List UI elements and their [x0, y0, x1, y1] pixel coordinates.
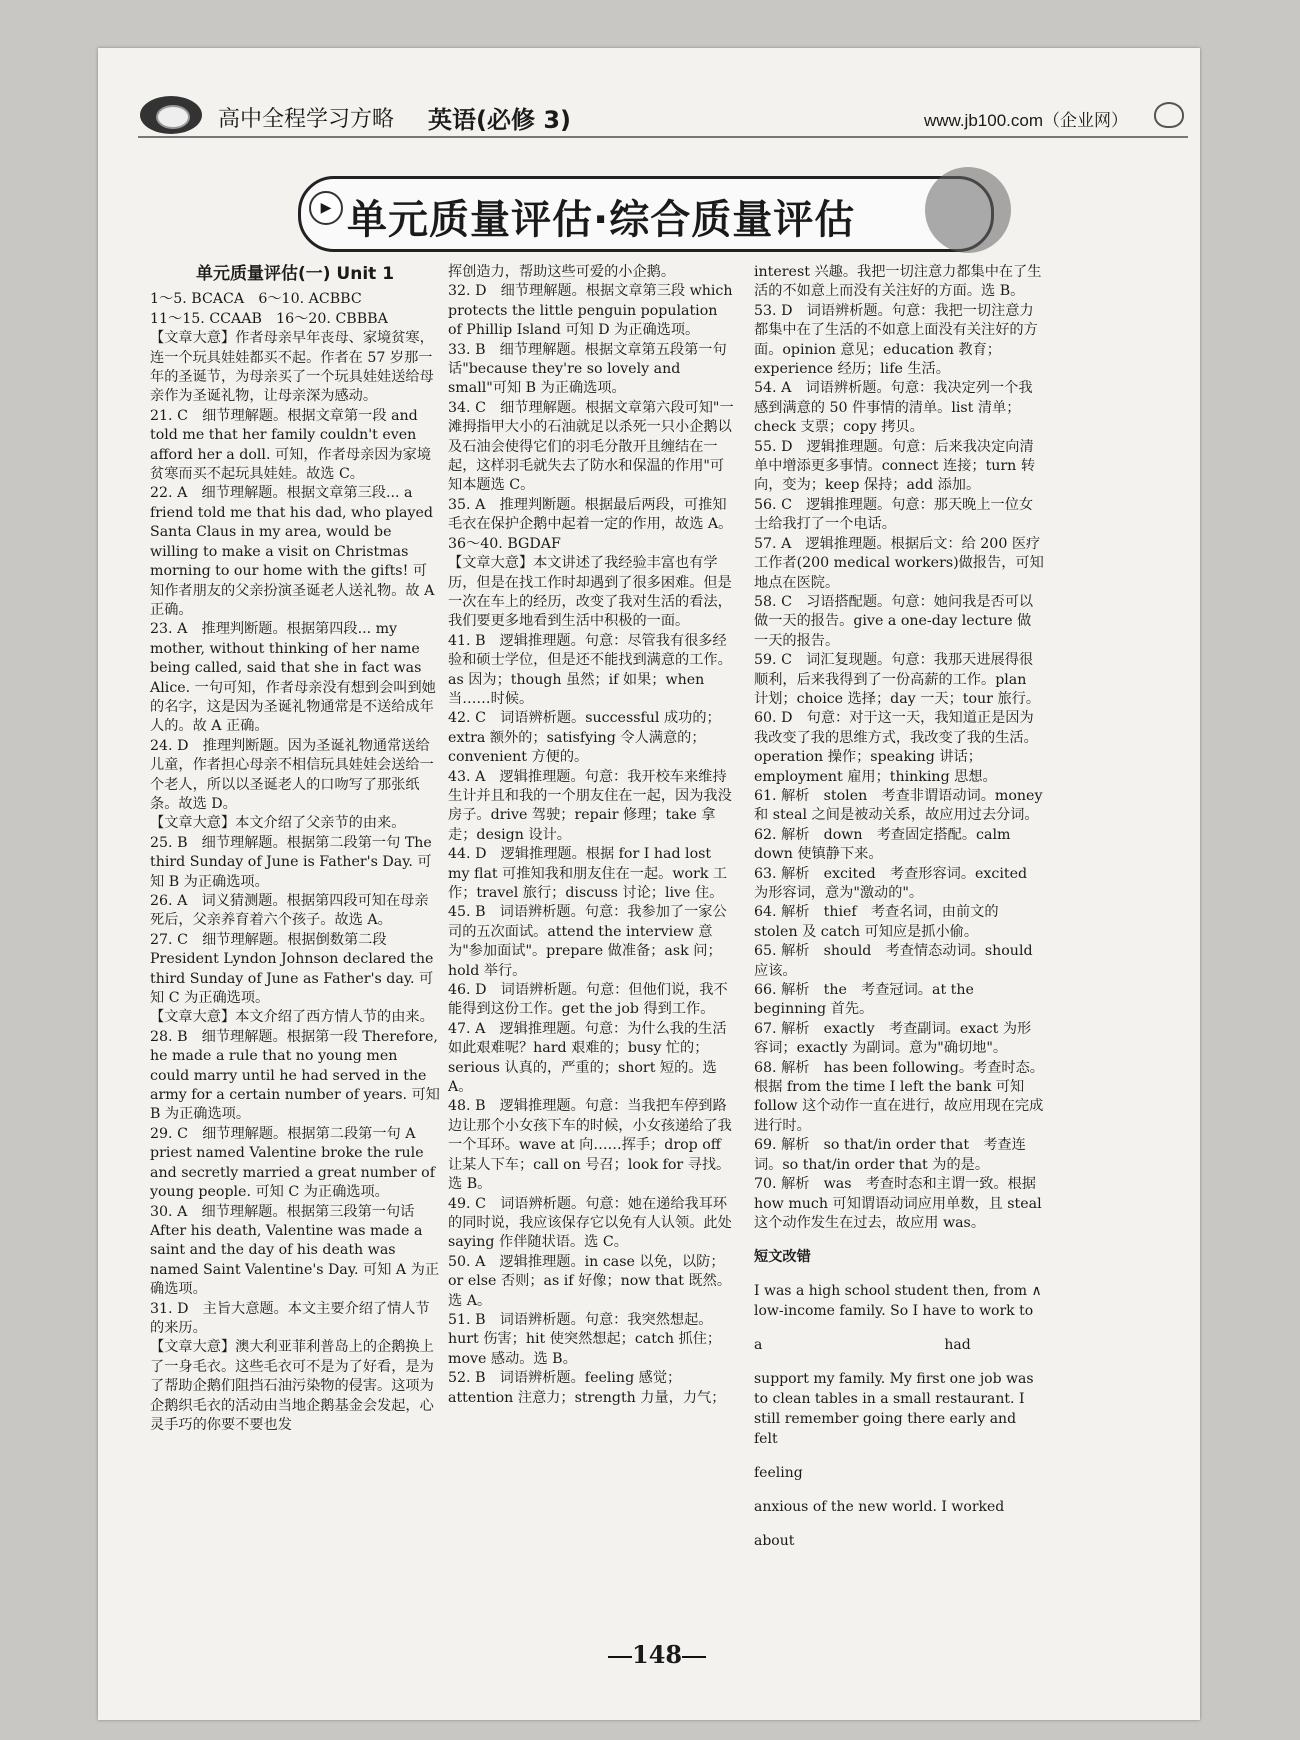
answer-key-line: 36～40. BGDAF: [448, 535, 561, 552]
explanation: 【文章大意】作者母亲早年丧母、家境贫寒，连一个玩具娃娃都买不起。作者在 57 岁那一年的圣诞节，为母亲买了一个玩具娃娃送给母亲作为圣诞礼物，让母亲深为感动。: [150, 330, 434, 405]
explanation: 31. D 主旨大意题。本文主要介绍了情人节的来历。: [150, 1300, 430, 1336]
explanation: 53. D 词语辨析题。句意：我把一切注意力都集中在了生活的不如意上面没有关注好的方面。opinion 意见；education 教育；experience 经历；life 生活。: [754, 302, 1038, 378]
explanation: 【文章大意】本文介绍了父亲节的由来。: [150, 815, 406, 832]
explanation: 52. B 词语辨析题。feeling 感觉；attention 注意力；strength 力量，力气；: [448, 1370, 726, 1406]
subject-title: 英语(必修 3): [428, 106, 571, 134]
correction-line: feeling: [754, 1465, 803, 1482]
explanation: 62. 解析 down 考查固定搭配。calm down 使镇静下来。: [754, 826, 1011, 863]
unit-title: 单元质量评估(一) Unit 1: [195, 264, 395, 284]
banner-title: 单元质量评估·综合质量评估: [347, 197, 856, 243]
explanation: 44. D 逻辑推理题。根据 for I had lost my flat 可推知我和朋友住在一起。work 工作；travel 旅行；discuss 讨论；live 住。: [448, 846, 728, 901]
explanation: 51. B 词语辨析题。句意：我突然想起。hurt 伤害；hit 使突然想起；catch 抓住；move 感动。选 B。: [448, 1311, 722, 1367]
answer-key-line: 1～5. BCACA 6～10. ACBBC: [150, 291, 362, 308]
explanation: 57. A 逻辑推理题。根据后文：给 200 医疗工作者(200 medical workers)做报告，可知地点在医院。: [754, 535, 1044, 591]
series-title: 高中全程学习方略: [218, 107, 395, 132]
play-icon: ▶: [309, 191, 343, 225]
explanation: 23. A 推理判断题。根据第四段... my mother, without thinking of her name being called, said that she in fact was Alice. 一句可知，作者母亲没有想到会叫到她的名字，这是因为圣诞礼物通常是不送给成年人的。故 A 正确。: [150, 621, 436, 735]
explanation: 26. A 词义猜测题。根据第四段可知在母亲死后，父亲养育着六个孩子。故选 A。: [150, 893, 429, 929]
explanation: 24. D 推理判断题。因为圣诞礼物通常送给儿童，作者担心母亲不相信玩具娃娃会送给一个老人，所以以圣诞老人的口吻写了那张纸条。故选 D。: [150, 737, 434, 812]
explanation: 30. A 细节理解题。根据第三段第一句话 After his death, Valentine was made a saint and the day of his death was named Saint Valentine's Day. 可知 A 为正确选项。: [150, 1203, 440, 1298]
explanation: 68. 解析 has been following。考查时态。根据 from the time I left the bank 可知 follow 这个动作一直在进行，故应用现在完成进行时。: [754, 1059, 1044, 1134]
decorative-image: [925, 167, 1011, 253]
explanation: 25. B 细节理解题。根据第二段第一句 The third Sunday of June is Father's Day. 可知 B 为正确选项。: [150, 834, 432, 890]
explanation: 58. C 习语搭配题。句意：她问我是否可以做一天的报告。give a one-day lecture 做一天的报告。: [754, 593, 1034, 649]
page-header: [138, 96, 1188, 138]
explanation: 挥创造力，帮助这些可爱的小企鹅。: [448, 264, 676, 280]
page-number: [608, 1640, 706, 1669]
explanation: 【文章大意】本文讲述了我经验丰富也有学历，但是在找工作时却遇到了很多困难。但是一次在车上的经历，改变了我对生活的看法，我们要更多地看到生活中积极的一面。: [448, 555, 732, 630]
correction-line: a had: [754, 1337, 971, 1354]
explanation: 21. C 细节理解题。根据文章第一段 and told me that her family couldn't even afford her a doll. 可知，作者母亲因为家境贫寒而买不起玩具娃娃。故选 C。: [150, 407, 432, 483]
explanation: 60. D 句意：对于这一天，我知道正是因为我改变了我的思维方式，我改变了我的生活。operation 操作；speaking 讲话；employment 雇用；thinking 思想。: [754, 710, 1038, 785]
explanation: interest 兴趣。我把一切注意力都集中在了生活的不如意上而没有关注好的方面。选 B。: [754, 264, 1042, 300]
explanation: 33. B 细节理解题。根据文章第五段第一句话"because they're so lovely and small"可知 B 为正确选项。: [448, 341, 727, 397]
website-link[interactable]: www.jb100.com（企业网）: [923, 111, 1128, 130]
explanation: 56. C 逻辑推理题。句意：那天晚上一位女士给我打了一个电话。: [754, 496, 1034, 533]
explanation: 50. A 逻辑推理题。in case 以免，以防；or else 否则；as if 好像；now that 既然。选 A。: [448, 1253, 732, 1309]
explanation: 46. D 词语辨析题。句意：但他们说，我不能得到这份工作。get the job 得到工作。: [448, 982, 728, 1018]
explanation: 49. C 词语辨析题。句意：她在递给我耳环的同时说，我应该保存它以免有人认领。此处 saying 作伴随状语。选 C。: [448, 1195, 732, 1251]
explanation: 28. B 细节理解题。根据第一段 Therefore, he made a rule that no young men could marry until he had served in the army for a certain number of years. 可知 B 为正确选项。: [150, 1028, 440, 1123]
explanation: 66. 解析 the 考查冠词。at the beginning 首先。: [754, 982, 974, 1018]
correction-line: support my family. My first one job was to clean tables in a small restaurant. I still remember going there early and felt: [754, 1371, 1034, 1448]
explanation: 48. B 逻辑推理题。句意：当我把车停到路边让那个小女孩下车的时候，小女孩递给了我一个耳环。wave at 向……挥手；drop off 让某人下车；call on 号召；look for 寻找。选 B。: [448, 1098, 732, 1193]
correction-line: anxious of the new world. I worked: [754, 1499, 1005, 1516]
answer-key-line: 11～15. CCAAB 16～20. CBBBA: [150, 310, 388, 327]
explanation: 45. B 词语辨析题。句意：我参加了一家公司的五次面试。attend the interview 意为"参加面试"。prepare 做准备；ask 问；hold 举行。: [448, 904, 727, 979]
correction-line: about: [754, 1533, 795, 1550]
explanation: 43. A 逻辑推理题。句意：我开校车来维持生计并且和我的一个朋友住在一起，因为我没房子。drive 驾驶；repair 修理；take 拿走；design 设计。: [448, 768, 732, 843]
explanation: 29. C 细节理解题。根据第二段第一句 A priest named Valentine broke the rule and secretly married a great number of young people. 可知 C 为正确选项。: [150, 1125, 435, 1201]
section-banner: [298, 176, 994, 252]
column-3: [754, 263, 1044, 1565]
explanation: 【文章大意】澳大利亚菲利普岛上的企鹅换上了一身毛衣。这些毛衣可不是为了好看，是为了帮助企鹅们阻挡石油污染物的侵害。这项为企鹅织毛衣的活动由当地企鹅基金会发起，心灵手巧的你要不要也发: [150, 1339, 434, 1433]
explanation: 54. A 词语辨析题。句意：我决定列一个我感到满意的 50 件事情的清单。list 清单；check 支票；copy 拷贝。: [754, 380, 1033, 436]
explanation: 67. 解析 exactly 考查副词。exact 为形容词；exactly 为副词。意为"确切地"。: [754, 1020, 1032, 1057]
explanation: 32. D 细节理解题。根据文章第三段 which protects the little penguin population of Phillip Island 可知 D 为正确选项。: [448, 283, 733, 339]
explanation: 34. C 细节理解题。根据文章第六段可知"一滩拇指甲大小的石油就足以杀死一只小企鹅以及石油会使得它们的羽毛分散开且缠结在一起，这样羽毛就失去了防水和保温的作用"可知本题选 C。: [448, 399, 734, 494]
explanation: 41. B 逻辑推理题。句意：尽管我有很多经验和硕士学位，但是还不能找到满意的工作。as 因为；though 虽然；if 如果；when 当……时候。: [448, 632, 732, 707]
explanation: 47. A 逻辑推理题。句意：为什么我的生活如此艰难呢？hard 艰难的；busy 忙的；serious 认真的，严重的；short 短的。选 A。: [448, 1020, 727, 1096]
explanation: 70. 解析 was 考查时态和主谓一致。根据 how much 可知谓语动词应用单数，且 steal 这个动作发生在过去，故应用 was。: [754, 1176, 1042, 1231]
correction-line: I was a high school student then, from ∧ low-income family. So I have to work to: [754, 1283, 1042, 1320]
explanation: 63. 解析 excited 考查形容词。excited 为形容词，意为"激动的"。: [754, 865, 1028, 901]
explanation: 61. 解析 stolen 考查非谓语动词。money 和 steal 之间是被动关系，故应用过去分词。: [754, 787, 1043, 824]
explanation: 【文章大意】本文介绍了西方情人节的由来。: [150, 1009, 434, 1026]
explanation: 35. A 推理判断题。根据最后两段，可推知毛衣在保护企鹅中起着一定的作用，故选 A。: [448, 496, 733, 533]
explanation: 64. 解析 thief 考查名词，由前文的 stolen 及 catch 可知应是抓小偷。: [754, 904, 999, 940]
mouse-icon: [1154, 102, 1184, 128]
page-number-value: 148: [632, 1640, 683, 1669]
explanation: 42. C 词语辨析题。successful 成功的；extra 额外的；satisfying 令人满意的；convenient 方便的。: [448, 710, 721, 766]
explanation: 65. 解析 should 考查情态动词。should 应该。: [754, 943, 1033, 979]
correction-title: 短文改错: [754, 1248, 811, 1265]
publisher-logo-icon: [140, 96, 202, 134]
explanation: 27. C 细节理解题。根据倒数第二段 President Lyndon Johnson declared the third Sunday of June as Father's day. 可知 C 为正确选项。: [150, 931, 434, 1007]
explanation: 59. C 词汇复现题。句意：我那天进展得很顺利，后来我得到了一份高薪的工作。plan 计划；choice 选择；day 一天；tour 旅行。: [754, 652, 1041, 707]
column-1: [150, 263, 440, 1435]
explanation: 22. A 细节理解题。根据文章第三段... a friend told me that his dad, who played Santa Claus in my area, would be willing to make a visit on Christmas morning to our home with the gifts! 可知作者朋友的父亲扮演圣诞老人送礼物。故 A 正确。: [150, 485, 435, 618]
document-page: [98, 48, 1200, 1720]
explanation: 55. D 逻辑推理题。句意：后来我决定向清单中增添更多事情。connect 连接；turn 转向，变为；keep 保持；add 添加。: [754, 438, 1036, 494]
explanation: 69. 解析 so that/in order that 考查连词。so that/in order that 为的是。: [754, 1137, 1026, 1173]
column-2: [448, 263, 734, 1408]
